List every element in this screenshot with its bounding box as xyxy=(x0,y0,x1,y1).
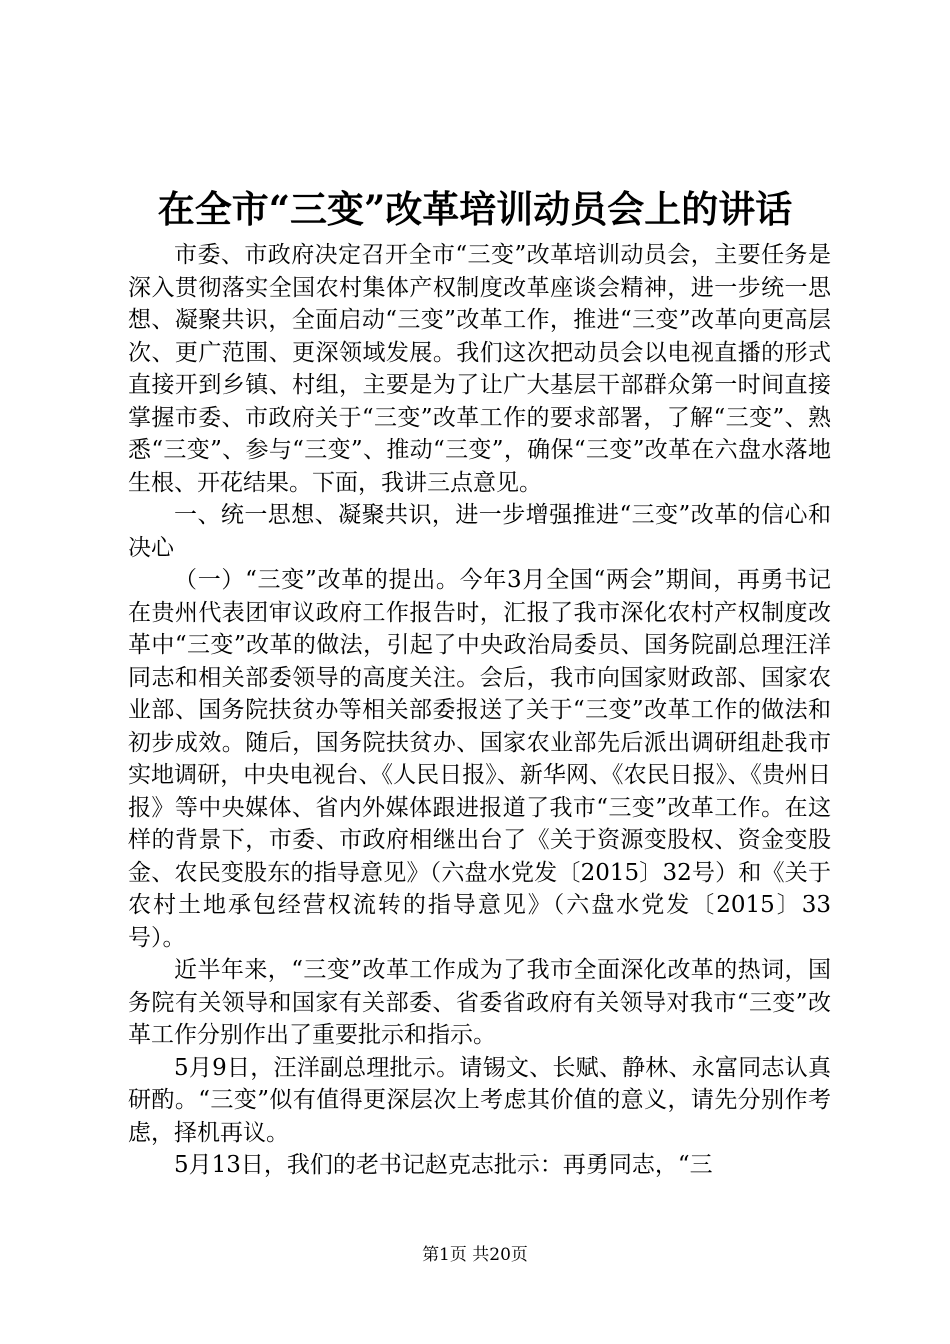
paragraph-may-13: 5月13日，我们的老书记赵克志批示：再勇同志，“三 xyxy=(174,1152,713,1178)
document-title: 在全市“三变”改革培训动员会上的讲话 xyxy=(157,187,793,231)
page-footer: 第1页 共20页 xyxy=(422,1245,528,1265)
paragraph-may-9: 5月9日，汪洋副总理批示。请锡文、长赋、静林、永富同志认真研酌。“三变”似有值得更深层次上考虑其价值的意义，请先分别作考虑，择机再议。 xyxy=(128,1054,831,1146)
paragraph-background: （一）“三变”改革的提出。今年3月全国“两会”期间，再勇书记在贵州代表团审议政府工作报告时，汇报了我市深化农村产权制度改革中“三变”改革的做法，引起了中央政治局委员、国务院副总理汪洋同志和相关部委领导的高度关注。会后，我市向国家财政部、国家农业部、国务院扶贫办等相关部委报送了关于“三变”改革工作的做法和初步成效。随后，国务院扶贫办、国家农业部先后派出调研组赴我市实地调研，中央电视台、《人民日报》、新华网、《农民日报》、《贵州日报》等中央媒体、省内外媒体跟进报道了我市“三变”改革工作。在这样的背景下，市委、市政府相继出台了《关于资源变股权、资金变股金、农民变股东的指导意见》（六盘水党发〔2015〕32号）和《关于农村土地承包经营权流转的指导意见》（六盘水党发〔2015〕33号）。 xyxy=(128,567,831,951)
section-heading-1: 一、统一思想、凝聚共识，进一步增强推进“三变”改革的信心和决心 xyxy=(128,502,831,561)
paragraph-half-year: 近半年来，“三变”改革工作成为了我市全面深化改革的热词，国务院有关领导和国家有关部委、省委省政府有关领导对我市“三变”改革工作分别作出了重要批示和指示。 xyxy=(128,957,831,1048)
document-body xyxy=(128,239,831,1182)
paragraph-intro: 市委、市政府决定召开全市“三变”改革培训动员会，主要任务是深入贯彻落实全国农村集体产权制度改革座谈会精神，进一步统一思想、凝聚共识，全面启动“三变”改革工作，推进“三变”改革向更高层次、更广范围、更深领域发展。我们这次把动员会以电视直播的形式直接开到乡镇、村组，主要是为了让广大基层干部群众第一时间直接掌握市委、市政府关于“三变”改革工作的要求部署，了解“三变”、熟悉“三变”、参与“三变”、推动“三变”，确保“三变”改革在六盘水落地生根、开花结果。下面，我讲三点意见。 xyxy=(128,242,831,496)
